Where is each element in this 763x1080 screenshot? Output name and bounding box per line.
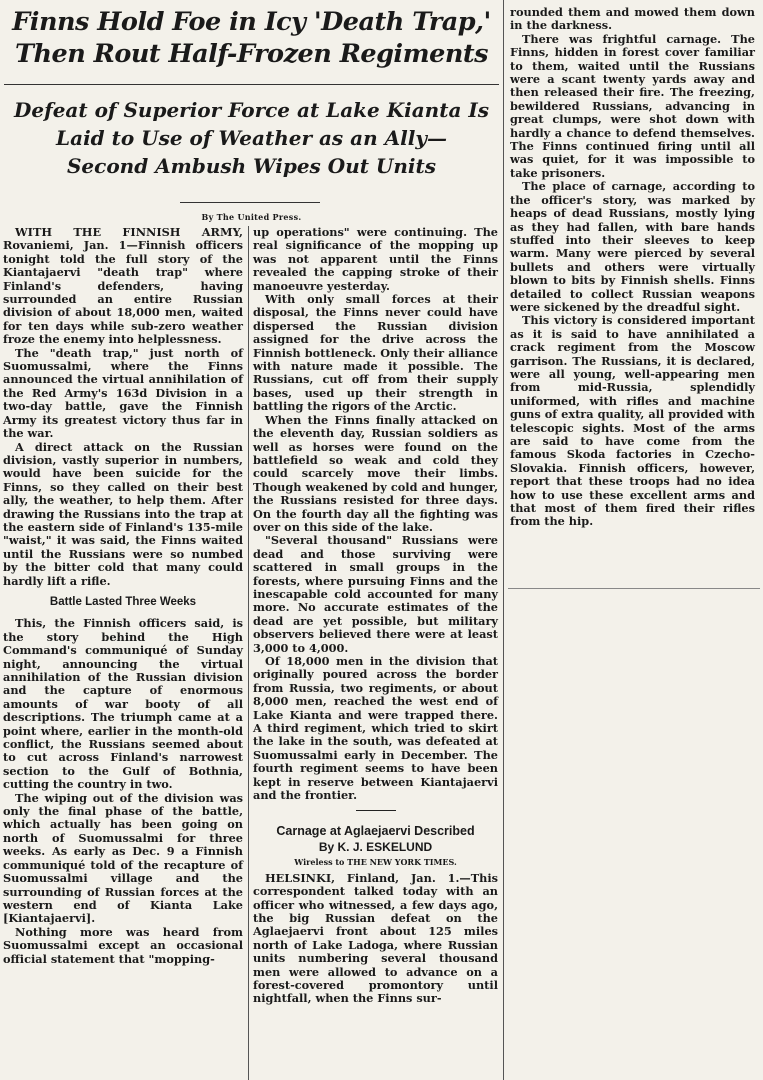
paragraph: This victory is considered important as it is said to have annihilated a crack regiment from the Moscow garrison. The Russians, it is declared, were all young, well-appearing men from mid-Russia, splendidly uniformed, with rifles and machine guns of extra quality, all provided with telescopic sights. Most of the arms are said to have come from the famous Skoda factories in Czecho-Slovakia. Finnish officers, however, report that these troops had no idea how to use these excellent arms and that most of them fired their rifles from the hip. bbox=[510, 313, 755, 529]
author-byline: By K. J. ESKELUND bbox=[318, 839, 433, 854]
section-rule bbox=[356, 810, 396, 811]
paragraph: A direct attack on the Russian division, vastly superior in numbers, would have been suicide for the Finns, so they called on their best ally, the weather, to help them. After drawing the Russians into the trap at the eastern side of Finland's 135-mile "waist," it was said, the Finns waited until the Russians were so numbed by the bitter cold that many could hardly lift a rifle. bbox=[3, 439, 243, 588]
paragraph: "Several thousand" Russians were dead and those surviving were scattered in small groups in the forests, where pursuing Finns and the inescapable cold accounted for many more. No accurate estimates of the dead are yet possible, but military observers believed there were at least 3,000 to 4,000. bbox=[253, 533, 498, 655]
column-1 bbox=[3, 226, 243, 966]
paragraph: Of 18,000 men in the division that originally poured across the border from Russia, two regiments, or about 8,000 men, reached the west end of Lake Kianta and were trapped there. A third regiment, which tried to skirt the lake in the south, was defeated at Suomussalmi early in December. The fourth regiment seems to have been kept in reserve between Kiantajaervi and the frontier. bbox=[253, 654, 498, 803]
paragraph: Nothing more was heard from Suomussalmi except an occasional official statement that "mopping- bbox=[3, 924, 243, 966]
subhead-battle-lasted: Battle Lasted Three Weeks bbox=[49, 595, 197, 608]
deck-rule bbox=[180, 202, 320, 203]
headline-line-1: Finns Hold Foe in Icy 'Death Trap,' bbox=[12, 7, 491, 37]
paragraph: With only small forces at their disposal, the Finns never could have dispersed the Russian division assigned for the drive across the Finnish bottleneck. Only their alliance with nature made it possible. The Russians, cut off from their supply bases, used up their strength in battling the rigors of the Arctic. bbox=[253, 292, 498, 414]
headline bbox=[0, 6, 503, 70]
paragraph: This, the Finnish officers said, is the story behind the High Command's communiqué of Sunday night, announcing the virtual annihilation of the Russian division and the capture of enormous amounts of war booty of all descriptions. The triumph came at a point where, earlier in the month-old conflict, the Russians seemed about to cut across Finland's narrowest section to the Gulf of Bothnia, cutting the country in two. bbox=[3, 616, 243, 792]
deck-line-1: Defeat of Superior Force at Lake Kianta Is bbox=[14, 98, 489, 122]
deck-line-3: Second Ambush Wipes Out Units bbox=[66, 154, 437, 178]
paragraph: When the Finns finally attacked on the eleventh day, Russian soldiers as well as horses were found on the battlefield so weak and cold they could scarcely move their limbs. Though weakened by cold and hunger, the Russians resisted for three days. On the fourth day all the fighting was over on this side of the lake. bbox=[253, 412, 498, 534]
wire-credit: Wireless to THE NEW YORK TIMES. bbox=[294, 857, 457, 868]
byline: By The United Press. bbox=[201, 212, 302, 222]
paragraph: There was frightful carnage. The Finns, hidden in forest cover familiar to them, waited until the Russians were a scant twenty yards away and then released their fire. The freezing, bewildered Russians, advancing in great clumps, were shot down with hardly a chance to defend themselves. The Finns continued firing until all was quiet, for it was impossible to take prisoners. bbox=[510, 31, 755, 180]
paragraph: rounded them and mowed them down in the darkness. bbox=[510, 5, 755, 33]
paragraph: The wiping out of the division was only the final phase of the battle, which actually has been going on north of Suomussalmi for three weeks. As early as Dec. 9 a Finnish communiqué told of the recapture of Suomussalmi village and the surrounding of Russian forces at the western end of Kianta Lake [Kiantajaervi]. bbox=[3, 790, 243, 926]
column-divider-1 bbox=[248, 226, 249, 1080]
column-3-end-rule bbox=[508, 588, 760, 589]
column-divider-2 bbox=[503, 0, 504, 1080]
subhead-carnage: Carnage at Aglaejaervi Described bbox=[276, 824, 475, 839]
column-3 bbox=[510, 6, 755, 529]
deck bbox=[0, 96, 503, 180]
paragraph: The place of carnage, according to the officer's story, was marked by heaps of dead Russians, mostly lying as they had fallen, with bare hands stuffed into their sleeves to keep warm. Many were pierced by several bullets and others were virtually blown to bits by Finnish shells. Finns detailed to collect Russian weapons were sickened by the dreadful sight. bbox=[510, 179, 755, 314]
column-2 bbox=[253, 226, 498, 1006]
paragraph: HELSINKI, Finland, Jan. 1.—This correspondent talked today with an officer who witnessed, a few days ago, the big Russian defeat on the Aglaejaervi front about 125 miles north of Lake Ladoga, where Russian units numbering several thousand men were allowed to advance on a forest-covered promontory until nightfall, when the Finns sur- bbox=[253, 870, 498, 1006]
headline-line-2: Then Rout Half-Frozen Regiments bbox=[14, 39, 489, 69]
paragraph: The "death trap," just north of Suomussalmi, where the Finns announced the virtual annihilation of the Red Army's 163d Division in a two-day battle, gave the Finnish Army its greatest victory thus far in the war. bbox=[3, 345, 243, 441]
headline-rule bbox=[4, 84, 499, 85]
deck-line-2: Laid to Use of Weather as an Ally— bbox=[56, 126, 447, 150]
paragraph: WITH THE FINNISH ARMY, Rovaniemi, Jan. 1—Finnish officers tonight told the full story of the Kiantajaervi "death trap" where Finland's defenders, having surrounded an entire Russian division of about 18,000 men, waited for ten days while sub-zero weather froze the enemy into helplessness. bbox=[3, 225, 243, 347]
paragraph: up operations" were continuing. The real significance of the mopping up was not apparent until the Finns revealed the capping stroke of their manoeuvre yesterday. bbox=[253, 225, 498, 293]
